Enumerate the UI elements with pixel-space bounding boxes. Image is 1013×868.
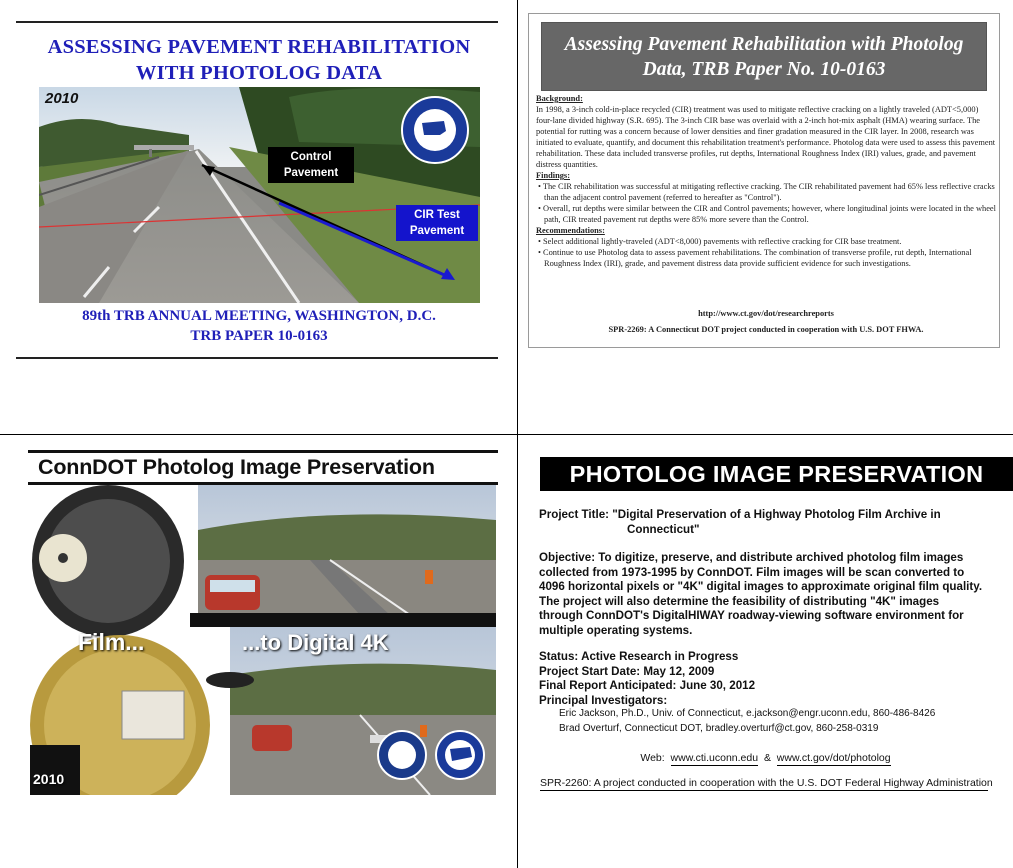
recommendation-item: • Select additional lightly-traveled (ADT<8,000) pavements with reflective cracking for CIR base treatment. — [538, 237, 902, 246]
pi-heading: Principal Investigators: — [539, 693, 668, 707]
slide-footer — [18, 306, 500, 346]
slide-banner: PHOTOLOG IMAGE PRESERVATION — [540, 457, 1013, 491]
bottom-rule — [540, 790, 988, 791]
pi-entry: Brad Overturf, Connecticut DOT, bradley.overturf@ct.gov, 860-258-0319 — [559, 723, 879, 734]
summary-body — [536, 93, 996, 269]
link-cti-uconn[interactable]: www.cti.uconn.edu — [670, 752, 759, 764]
start-date: Project Start Date: May 12, 2009 — [539, 664, 715, 678]
footer-meeting: 89th TRB ANNUAL MEETING, WASHINGTON, D.C. — [82, 308, 436, 324]
top-rule — [16, 21, 498, 23]
footer-paper: TRB PAPER 10-0163 — [190, 328, 328, 344]
film-to-digital-collage — [30, 485, 496, 795]
highway-photo — [39, 87, 480, 303]
summary-banner: Assessing Pavement Rehabilitation with Photolog Data, TRB Paper No. 10-0163 — [541, 22, 987, 91]
slide-title: ConnDOT Photolog Image Preservation — [38, 455, 435, 479]
project-title-line: Connecticut" — [627, 522, 700, 536]
background-text: In 1998, a 3-inch cold-in-place recycled (CIR) treatment was used to mitigate reflective cracking on a lightly traveled (ADT<5,000) four-lane divided highway (S.R. 695). The 3-inch CIR base was overlaid with a 2-inch hot-mix asphalt (HMA) wearing surface. The potential for rutting was a concern because of lower densities and finer gradation measured in the CIR layer. In 2008, research was initiated to evaluate, quantify, and document this rehabilitation treatment's performance. Photolog data were used to assess this pavement rehabilitation. These data included transverse profiles, rut depths, International Roughness Index (IRI) values, grade, and pavement distress quantities. — [536, 105, 996, 169]
recommendations-heading: Recommendations: — [536, 226, 605, 235]
slide-trb-paper-summary — [518, 0, 1013, 434]
objective-line: 4096 horizontal pixels or "4K" digital images to approximate original film quality. — [539, 580, 983, 593]
control-pavement-label: Control Pavement — [268, 147, 354, 183]
recommendation-item: • Continue to use Photolog data to assess pavement rehabilitations. The combination of transverse profile, rut depth, International Roughness Index (IRI), grade, and pavement distress data provide sufficient evidence for such investigations. — [538, 248, 972, 268]
link-ct-gov-photolog[interactable]: www.ct.gov/dot/photolog — [776, 752, 891, 764]
ct-dot-seal-icon — [400, 95, 470, 165]
research-url: http://www.ct.gov/dot/researchreports — [698, 309, 834, 318]
spr-note: SPR-2269: A Connecticut DOT project conducted in cooperation with U.S. DOT FHWA. — [608, 325, 924, 334]
status-text: Status: Active Research in Progress — [539, 650, 739, 663]
bottom-rule — [16, 357, 498, 359]
objective-paragraph — [539, 551, 1013, 638]
slide-photolog-preservation — [0, 435, 517, 868]
finding-item: • The CIR rehabilitation was successful at mitigating reflective cracking. The CIR rehabilitated pavement had 65% less reflective cracks than the adjacent control pavement (referred to hereafter as "Control"). — [538, 182, 995, 202]
project-title-line: Project Title: "Digital Preservation of a Highway Photolog Film Archive in — [539, 508, 941, 521]
objective-line: through ConnDOT's DigitalHIWAY roadway-viewing software environment for — [539, 609, 964, 622]
objective-line: The project will also determine the feasibility of distributing "4K" images — [539, 594, 940, 608]
findings-heading: Findings: — [536, 171, 570, 180]
objective-line: Objective: To digitize, preserve, and distribute archived photolog film images — [539, 551, 964, 564]
final-report-date: Final Report Anticipated: June 30, 2012 — [539, 679, 756, 692]
objective-line: collected from 1973-1995 by ConnDOT. Film images will be scan converted to — [539, 565, 965, 579]
cir-test-pavement-label: CIR Test Pavement — [396, 205, 478, 241]
slide-assessing-pavement — [0, 0, 517, 434]
web-amp: & — [763, 752, 771, 764]
year-label: 2010 — [33, 771, 65, 787]
background-heading: Background: — [536, 94, 583, 103]
digital-caption: ...to Digital 4K — [242, 630, 389, 655]
slide-title: ASSESSING PAVEMENT REHABILITATION WITH PHOTOLOG DATA — [47, 36, 471, 84]
title-top-bar — [28, 450, 498, 453]
pi-entry: Eric Jackson, Ph.D., Univ. of Connecticut, e.jackson@engr.uconn.edu, 860-486-8426 — [559, 708, 936, 719]
objective-line: multiple operating systems. — [539, 623, 693, 637]
film-caption: Film... — [78, 629, 145, 655]
web-links — [518, 752, 1013, 764]
slide-photolog-image-preservation — [518, 435, 1013, 868]
web-label: Web: — [640, 752, 665, 764]
finding-item: • Overall, rut depths were similar between the CIR and Control pavements; however, where longitudinal joints were located in the wheel path, CIR treated pavement rut depths were 85% more severe than the Control. — [538, 204, 996, 224]
status-block — [539, 650, 1013, 708]
project-title — [539, 508, 1013, 537]
year-label: 2010 — [45, 90, 79, 107]
spr-note: SPR-2260: A project conducted in cooperation with the U.S. DOT Federal Highway Administration — [540, 777, 993, 789]
